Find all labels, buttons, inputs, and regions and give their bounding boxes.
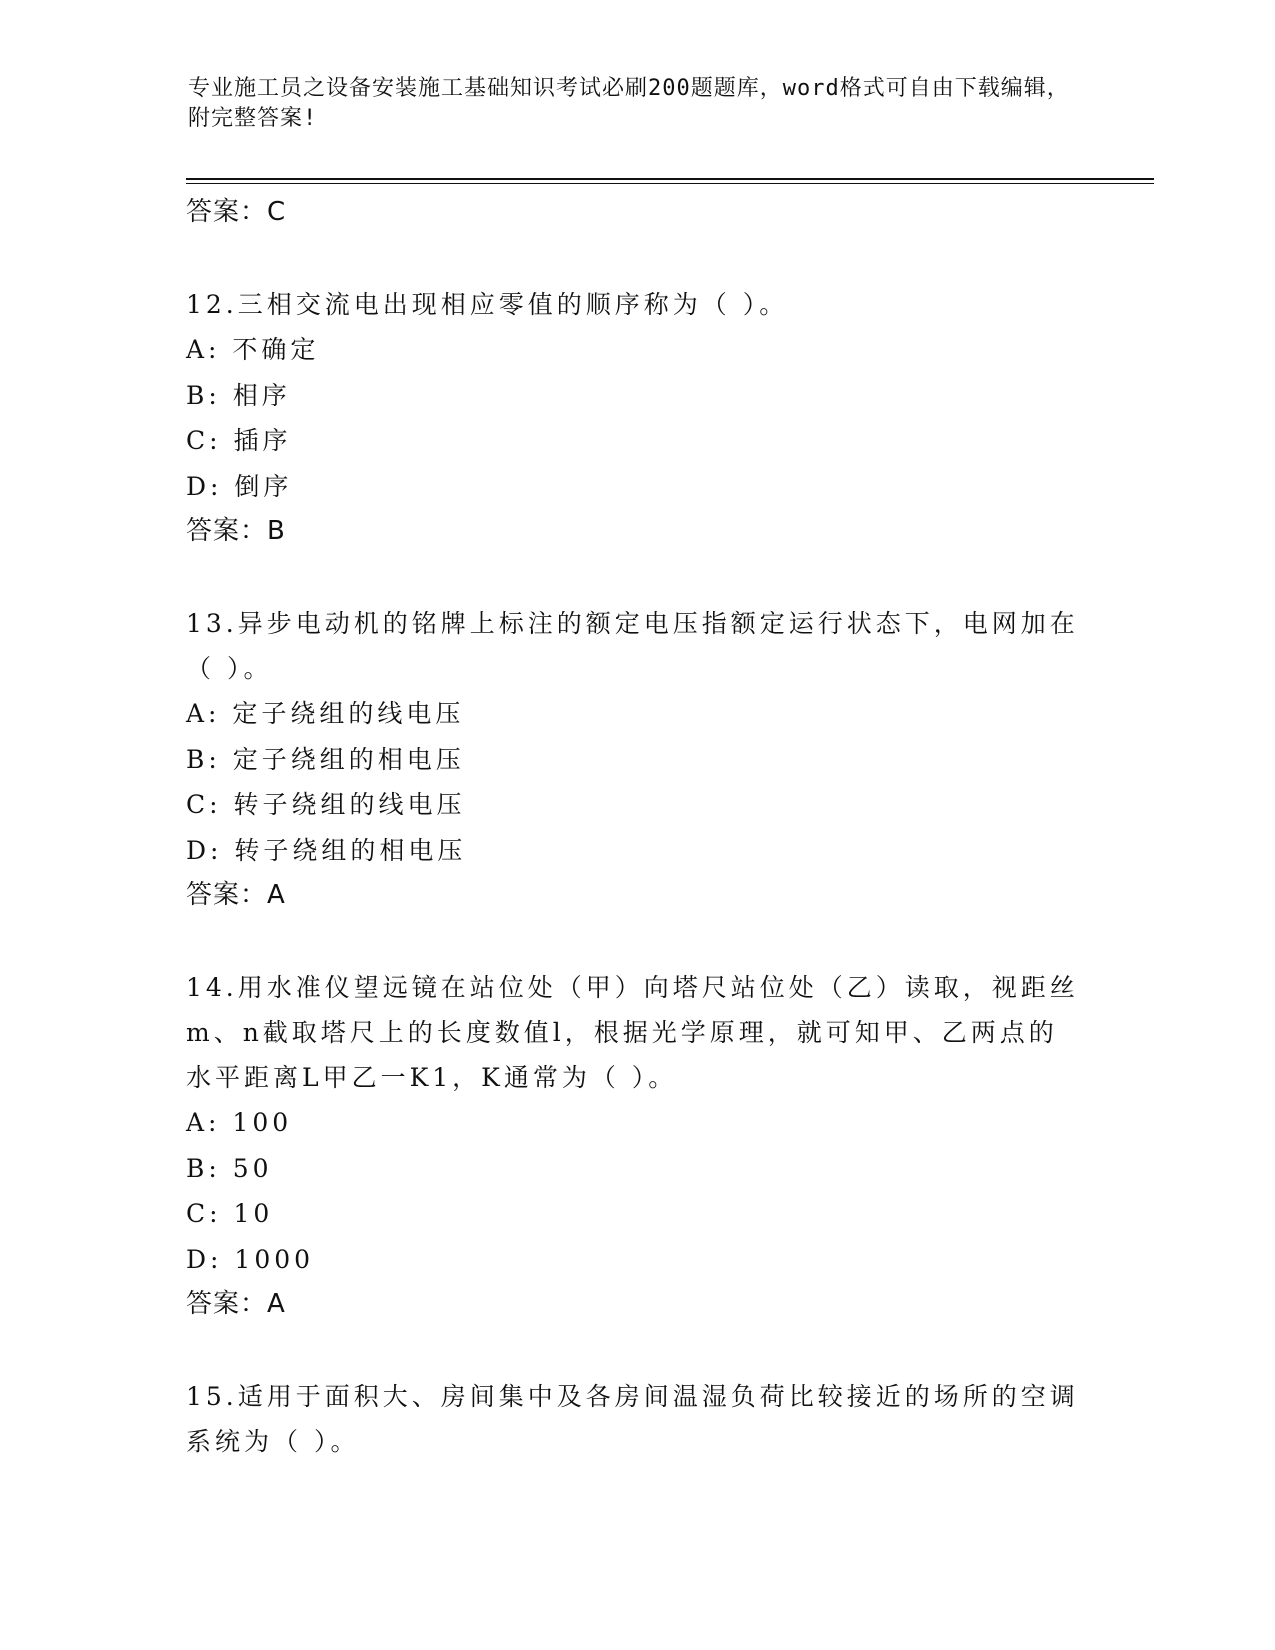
header-divider [186, 178, 1154, 184]
question-block [186, 282, 1086, 553]
question-block [186, 965, 1086, 1326]
question-text: 12.三相交流电出现相应零值的顺序称为（ ）。 [186, 290, 789, 319]
question-text: 13.异步电动机的铭牌上标注的额定电压指额定运行状态下，电网加在（ ）。 [186, 609, 1079, 683]
option-c: C: 插序 [186, 426, 292, 455]
spacer [186, 234, 1086, 282]
question-block [186, 1374, 1086, 1464]
page-header: 专业施工员之设备安装施工基础知识考试必刷200题题库，word格式可自由下载编辑，附完整答案! [188, 76, 1070, 131]
question-list [186, 190, 1086, 1464]
option-a: A: 100 [186, 1108, 293, 1137]
option-d: D: 倒序 [186, 471, 293, 501]
option-b: B: 50 [186, 1153, 273, 1183]
question-block [186, 601, 1086, 917]
answer-line: 答案：A [186, 1289, 286, 1319]
answer-line: 答案：A [186, 880, 286, 910]
option-b: B: 定子绕组的相电压 [186, 744, 465, 774]
option-a: A: 定子绕组的线电压 [186, 699, 465, 728]
answer-line: 答案：B [186, 516, 286, 546]
answer-line: 答案：C [186, 197, 287, 227]
option-d: D: 1000 [186, 1244, 315, 1274]
option-d: D: 转子绕组的相电压 [186, 835, 467, 865]
spacer [186, 917, 1086, 965]
option-a: A: 不确定 [186, 335, 320, 364]
option-c: C: 10 [186, 1199, 274, 1228]
option-c: C: 转子绕组的线电压 [186, 790, 466, 819]
option-b: B: 相序 [186, 380, 291, 410]
question-text: 15.适用于面积大、房间集中及各房间温湿负荷比较接近的场所的空调系统为（ ）。 [186, 1382, 1079, 1456]
spacer [186, 1326, 1086, 1374]
spacer [186, 553, 1086, 601]
question-text: 14.用水准仪望远镜在站位处（甲）向塔尺站位处（乙）读取，视距丝m、n截取塔尺上的长度数值l，根据光学原理，就可知甲、乙两点的水平距离L甲乙一K1，K通常为（ ）。 [186, 973, 1079, 1092]
